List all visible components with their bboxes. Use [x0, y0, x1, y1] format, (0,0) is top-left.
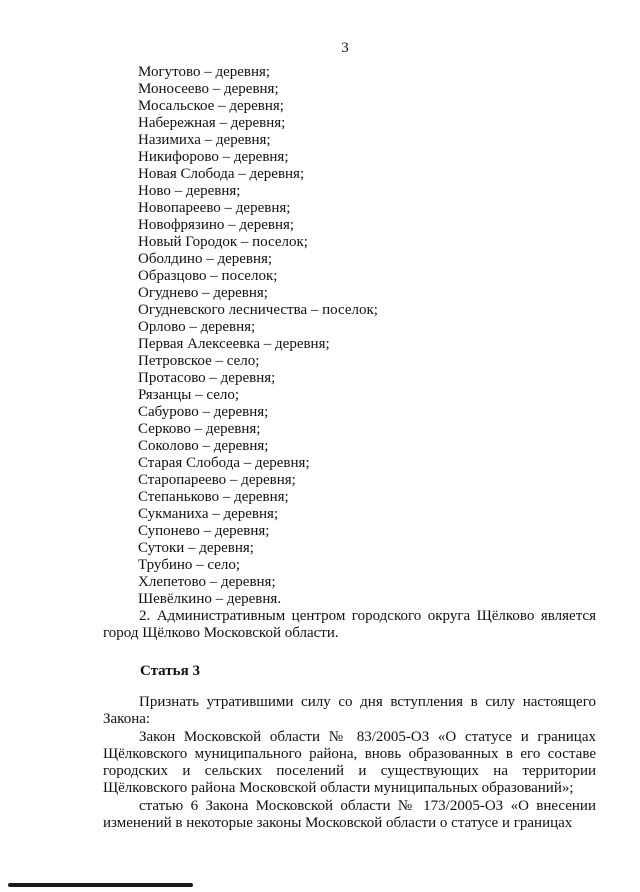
- list-item: Огуднево – деревня;: [138, 285, 268, 301]
- list-item: Хлепетово – деревня;: [138, 574, 276, 590]
- list-item: Первая Алексеевка – деревня;: [138, 336, 330, 352]
- list-item: Протасово – деревня;: [138, 370, 276, 386]
- list-item: Соколово – деревня;: [138, 438, 269, 454]
- list-item: Новопареево – деревня;: [138, 200, 291, 216]
- list-item: Степаньково – деревня;: [138, 489, 289, 505]
- list-item: Могутово – деревня;: [138, 64, 271, 80]
- list-item: Ново – деревня;: [138, 183, 241, 199]
- settlement-list: [138, 64, 378, 608]
- list-item: Старая Слобода – деревня;: [138, 455, 310, 471]
- list-item: Сукманиха – деревня;: [138, 506, 279, 522]
- list-item: Новый Городок – поселок;: [138, 234, 308, 250]
- article-intro-paragraph: Признать утратившими силу со дня вступления в силу настоящего Закона:: [103, 694, 596, 727]
- list-item: Мосальское – деревня;: [138, 98, 284, 114]
- list-item: Оболдино – деревня;: [138, 251, 273, 267]
- list-item: Шевёлкино – деревня.: [138, 591, 282, 607]
- page-number: 3: [341, 40, 349, 56]
- list-item: Образцово – поселок;: [138, 268, 278, 284]
- list-item: Орлово – деревня;: [138, 319, 256, 335]
- law-83-paragraph: Закон Московской области № 83/2005-ОЗ «О статусе и границах Щёлковского муниципального района, вновь образованных в его составе городских и сельских поселений и существующих на территории Щёлковского района Московской области муниципальных образований»;: [103, 729, 596, 796]
- list-item: Старопареево – деревня;: [138, 472, 296, 488]
- list-item: Назимиха – деревня;: [138, 132, 271, 148]
- list-item: Моносеево – деревня;: [138, 81, 279, 97]
- article-heading: Статья 3: [140, 663, 200, 679]
- list-item: Новая Слобода – деревня;: [138, 166, 305, 182]
- list-item: Серково – деревня;: [138, 421, 261, 437]
- list-item: Рязанцы – село;: [138, 387, 240, 403]
- scan-edge-line: [8, 883, 193, 887]
- list-item: Новофрязино – деревня;: [138, 217, 295, 233]
- list-item: Сабурово – деревня;: [138, 404, 269, 420]
- list-item: Трубино – село;: [138, 557, 241, 573]
- list-item: Петровское – село;: [138, 353, 260, 369]
- list-item: Супонево – деревня;: [138, 523, 270, 539]
- list-item: Никифорово – деревня;: [138, 149, 289, 165]
- law-173-paragraph: статью 6 Закона Московской области № 173/2005-ОЗ «О внесении изменений в некоторые законы Московской области о статусе и границах: [103, 798, 596, 831]
- list-item: Огудневского лесничества – поселок;: [138, 302, 378, 318]
- admin-center-paragraph: 2. Административным центром городского округа Щёлково является город Щёлково Московской области.: [103, 608, 596, 641]
- list-item: Сутоки – деревня;: [138, 540, 254, 556]
- list-item: Набережная – деревня;: [138, 115, 286, 131]
